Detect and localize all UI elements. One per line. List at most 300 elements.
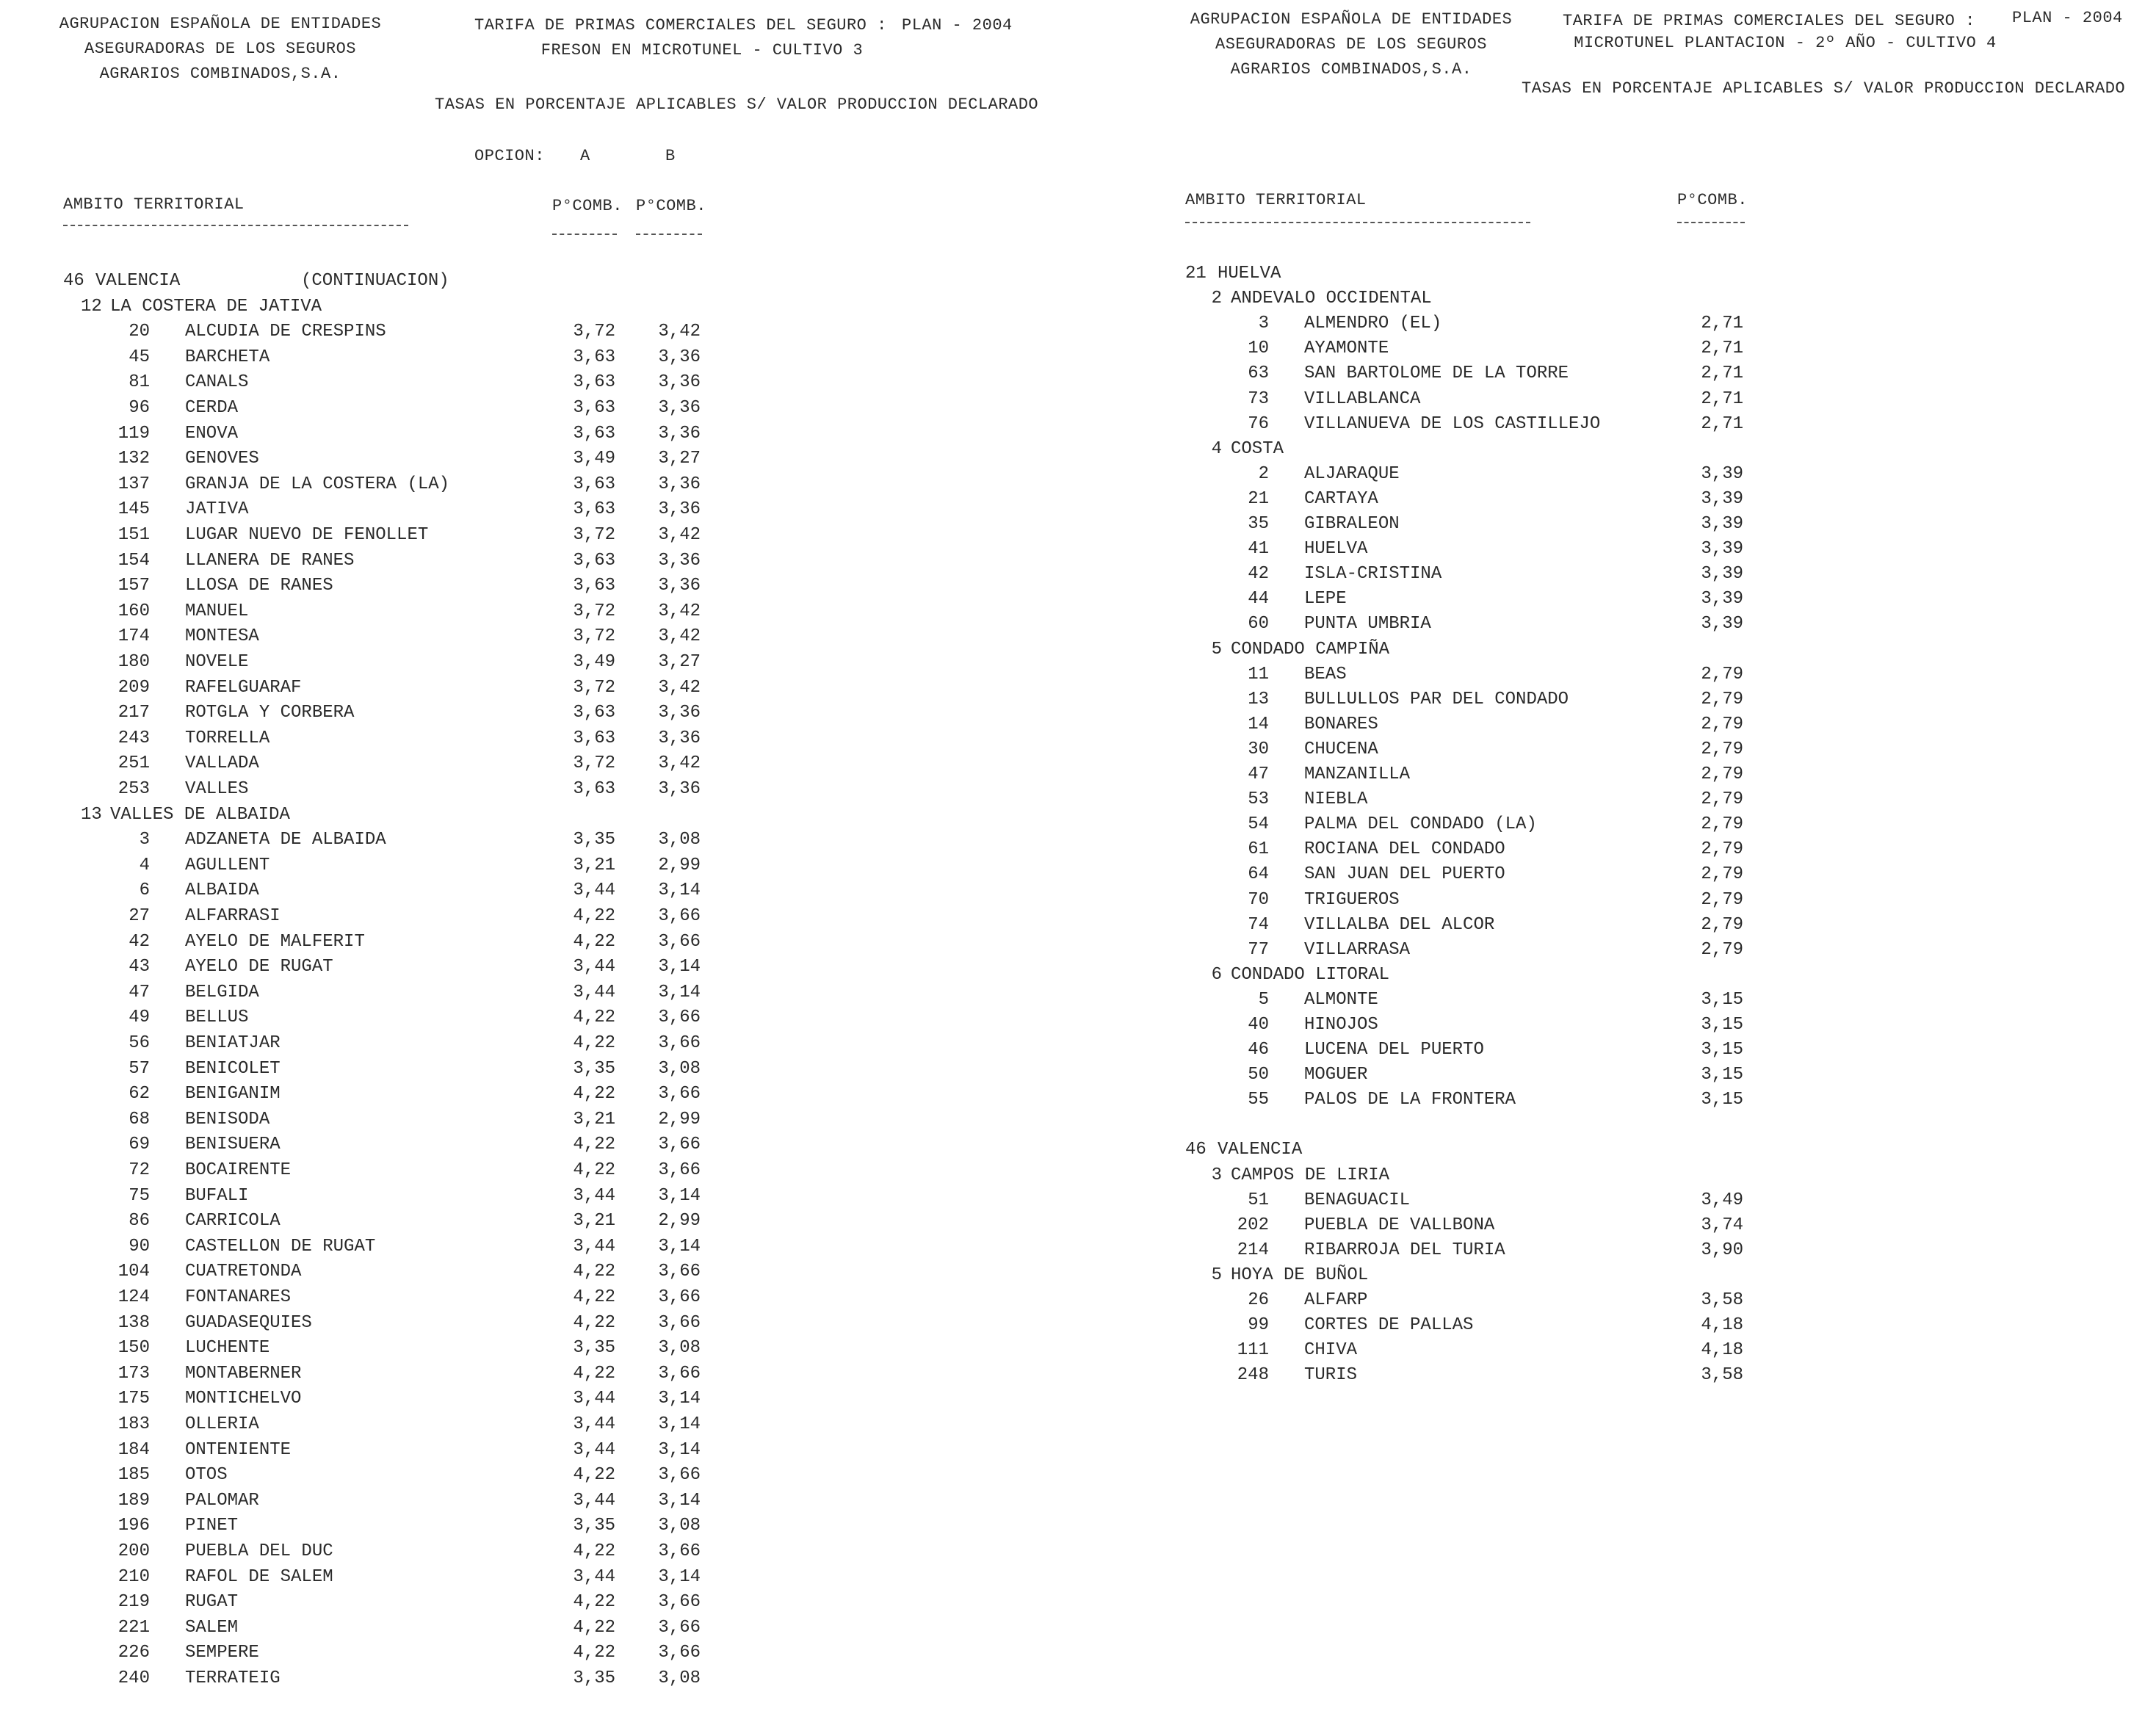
municipality-name: MONTABERNER [185,1363,302,1384]
comarca-code: 13 [81,804,102,825]
column-divider-a [552,234,617,235]
table-row [1131,412,2156,437]
municipality-code: 96 [129,398,150,418]
table-row [0,751,1079,776]
rate-option-b: 3,14 [658,1490,701,1511]
municipality-name: SEMPERE [185,1643,259,1663]
municipality-name: BELGIDA [185,982,259,1002]
rate-option-a: 3,63 [573,779,615,799]
rate-option-b: 3,36 [658,728,701,748]
municipality-code: 253 [117,779,150,799]
municipality-code: 77 [1248,939,1269,960]
rate-option-a: 3,39 [1701,514,1743,534]
table-row [0,1311,1079,1336]
municipality-code: 251 [117,753,150,774]
option-a: A [580,147,590,165]
column-header-b: P°COMB. [636,197,706,215]
table-row [0,1565,1079,1590]
table-row [0,396,1079,421]
municipality-code: 20 [129,322,150,342]
column-header-ambito: AMBITO TERRITORIAL [1185,191,1367,209]
rate-option-a: 3,39 [1701,539,1743,560]
municipality-name: BULLULLOS PAR DEL CONDADO [1304,689,1569,709]
table-row [1131,462,2156,487]
table-row [1131,862,2156,887]
table-row [1131,1088,2156,1113]
rate-option-b: 3,27 [658,449,701,469]
rate-option-b: 3,42 [658,626,701,647]
municipality-code: 3 [1258,314,1269,334]
municipality-name: PUNTA UMBRIA [1304,614,1431,634]
comarca-name: COSTA [1231,438,1284,459]
rate-option-a: 3,44 [573,1490,615,1511]
municipality-code: 226 [117,1643,150,1663]
municipality-code: 196 [117,1516,150,1536]
municipality-code: 119 [117,423,150,444]
municipality-code: 60 [1248,614,1269,634]
option-b: B [665,147,676,165]
municipality-name: CANALS [185,372,249,393]
rate-option-a: 3,21 [573,1211,615,1232]
comarca-code: 5 [1211,639,1222,659]
rate-option-a: 2,79 [1701,864,1743,885]
rate-option-a: 3,35 [573,1338,615,1359]
table-row [1131,1238,2156,1263]
comarca-row [1131,963,2156,988]
rate-option-a: 2,79 [1701,764,1743,784]
column-header-a: P°COMB. [552,197,623,215]
table-row [1131,1288,2156,1313]
municipality-code: 64 [1248,864,1269,885]
rate-option-a: 2,79 [1701,689,1743,709]
municipality-code: 44 [1248,589,1269,610]
municipality-code: 14 [1248,714,1269,734]
municipality-name: VILLABLANCA [1304,388,1421,409]
org-line-2: ASEGURADORAS DE LOS SEGUROS [1215,35,1487,54]
municipality-name: CHIVA [1304,1340,1358,1361]
table-row [1131,387,2156,412]
municipality-name: BELLUS [185,1008,249,1028]
province-name: VALENCIA [1218,1140,1303,1160]
municipality-code: 248 [1237,1365,1269,1386]
municipality-code: 51 [1248,1190,1269,1210]
table-row [1131,737,2156,762]
municipality-code: 150 [117,1338,150,1359]
rate-option-a: 2,79 [1701,789,1743,810]
table-row [0,1005,1079,1030]
municipality-code: 99 [1248,1315,1269,1336]
rate-option-b: 3,08 [658,1338,701,1359]
municipality-name: PINET [185,1516,239,1536]
municipality-name: BEAS [1304,664,1347,684]
municipality-code: 41 [1248,539,1269,560]
municipality-code: 202 [1237,1215,1269,1235]
province-code: 21 [1185,264,1207,283]
province-name: HUELVA [1218,264,1281,283]
rate-option-a: 3,21 [573,1109,615,1129]
rate-option-a: 4,22 [573,1135,615,1155]
municipality-code: 56 [129,1033,150,1053]
municipality-code: 180 [117,652,150,672]
municipality-name: ENOVA [185,423,239,444]
rate-option-b: 3,66 [658,906,701,926]
municipality-name: SAN JUAN DEL PUERTO [1304,864,1505,885]
rates-note: TASAS EN PORCENTAJE APLICABLES S/ VALOR PRODUCCION DECLARADO [1522,79,2126,98]
municipality-code: 209 [117,677,150,698]
column-divider-b [636,234,702,235]
municipality-code: 132 [117,449,150,469]
municipality-name: BOCAIRENTE [185,1160,292,1180]
municipality-name: PUEBLA DEL DUC [185,1541,333,1561]
column-header-ambito: AMBITO TERRITORIAL [63,195,245,214]
table-row [1131,512,2156,537]
municipality-name: CORTES DE PALLAS [1304,1315,1474,1336]
municipality-name: TORRELLA [185,728,270,748]
rate-option-a: 4,22 [573,1033,615,1053]
comarca-code: 5 [1211,1265,1222,1285]
comarca-row [1131,1263,2156,1288]
municipality-name: VILLALBA DEL ALCOR [1304,914,1495,935]
municipality-code: 174 [117,626,150,647]
rate-option-a: 3,72 [573,677,615,698]
crop-title: MICROTUNEL PLANTACION - 2º AÑO - CULTIVO 4 [1574,34,1997,52]
municipality-code: 42 [1248,564,1269,585]
province-row [1131,261,2156,286]
municipality-code: 151 [117,525,150,545]
table-row [0,1234,1079,1259]
table-row [0,1336,1079,1361]
table-row [0,1362,1079,1386]
table-row [1131,812,2156,837]
municipality-code: 61 [1248,839,1269,860]
rate-option-a: 3,35 [573,1516,615,1536]
table-row [0,828,1079,853]
rate-option-b: 3,66 [658,1617,701,1638]
municipality-code: 49 [129,1008,150,1028]
rate-option-a: 3,58 [1701,1290,1743,1310]
comarca-row [1131,437,2156,462]
municipality-name: RIBARROJA DEL TURIA [1304,1240,1505,1260]
rate-option-b: 3,36 [658,474,701,494]
municipality-name: ROTGLA Y CORBERA [185,703,355,723]
municipality-code: 21 [1248,488,1269,509]
table-row [1131,1038,2156,1063]
municipality-name: ALBAIDA [185,880,259,901]
municipality-name: PALOMAR [185,1490,259,1511]
municipality-name: OLLERIA [185,1414,259,1434]
rate-option-a: 2,79 [1701,714,1743,734]
rate-option-b: 3,66 [658,1541,701,1561]
municipality-name: SAN BARTOLOME DE LA TORRE [1304,364,1569,384]
municipality-code: 70 [1248,889,1269,910]
rate-option-b: 3,14 [658,1236,701,1256]
province-name: VALENCIA [95,271,181,291]
municipality-name: RAFELGUARAF [185,677,302,698]
municipality-name: BUFALI [185,1185,249,1206]
rate-option-b: 3,14 [658,1414,701,1434]
municipality-name: CASTELLON DE RUGAT [185,1236,376,1256]
municipality-name: CARRICOLA [185,1211,281,1232]
rate-option-a: 4,22 [573,1084,615,1104]
rate-option-a: 3,39 [1701,463,1743,484]
table-row [1131,562,2156,587]
table-row [0,1463,1079,1488]
municipality-code: 46 [1248,1040,1269,1060]
table-row [0,1489,1079,1514]
municipality-name: AYELO DE MALFERIT [185,931,365,952]
org-line-3: AGRARIOS COMBINADOS,S.A. [1230,60,1472,79]
municipality-name: MONTESA [185,626,259,647]
table-row [0,1616,1079,1641]
rate-option-a: 2,79 [1701,914,1743,935]
table-row [0,878,1079,903]
rate-option-b: 3,08 [658,1058,701,1079]
municipality-code: 75 [129,1185,150,1206]
comarca-code: 3 [1211,1165,1222,1185]
municipality-code: 55 [1248,1090,1269,1110]
municipality-name: ISLA-CRISTINA [1304,564,1442,585]
org-line-1: AGRUPACION ESPAÑOLA DE ENTIDADES [59,15,382,33]
rate-option-b: 3,08 [658,830,701,850]
municipality-code: 74 [1248,914,1269,935]
comarca-name: ANDEVALO OCCIDENTAL [1231,289,1432,309]
province-row [1131,1138,2156,1162]
municipality-name: CUATRETONDA [185,1262,302,1282]
header-divider [63,225,408,226]
comarca-name: CONDADO CAMPIÑA [1231,639,1390,659]
rate-option-b: 3,27 [658,652,701,672]
table-row [0,930,1079,955]
municipality-code: 2 [1258,463,1269,484]
municipality-name: ALFARP [1304,1290,1368,1310]
tariff-title: TARIFA DE PRIMAS COMERCIALES DEL SEGURO : [1563,12,1975,30]
table-row [0,1082,1079,1107]
table-row [0,446,1079,471]
municipality-code: 69 [129,1135,150,1155]
table-row [1131,1013,2156,1038]
municipality-code: 43 [129,957,150,977]
table-row [1131,311,2156,336]
municipality-code: 124 [117,1287,150,1307]
rate-option-a: 4,22 [573,1363,615,1384]
rate-option-b: 3,66 [658,1643,701,1663]
rate-option-b: 3,42 [658,753,701,774]
municipality-name: HUELVA [1304,539,1368,560]
province-code: 46 [1185,1140,1207,1160]
rate-option-a: 3,44 [573,1439,615,1460]
rate-option-a: 3,63 [573,372,615,393]
table-row [0,472,1079,497]
rate-option-b: 3,14 [658,982,701,1002]
table-row [1131,336,2156,361]
municipality-name: HINOJOS [1304,1015,1378,1035]
rate-option-a: 3,63 [573,474,615,494]
municipality-code: 73 [1248,388,1269,409]
rate-option-b: 3,36 [658,550,701,571]
municipality-code: 219 [117,1592,150,1613]
comarca-name: VALLES DE ALBAIDA [110,804,290,825]
table-row [1131,1338,2156,1363]
municipality-name: MONTICHELVO [185,1389,302,1409]
municipality-name: AYELO DE RUGAT [185,957,333,977]
municipality-code: 81 [129,372,150,393]
org-line-3: AGRARIOS COMBINADOS,S.A. [99,65,341,83]
table-row [0,1184,1079,1209]
rate-option-b: 3,66 [658,1312,701,1333]
municipality-code: 240 [117,1668,150,1688]
rate-option-a: 3,15 [1701,1015,1743,1035]
municipality-name: BENISODA [185,1109,270,1129]
rate-option-a: 3,39 [1701,589,1743,610]
rate-option-a: 4,22 [573,1262,615,1282]
table-row [1131,537,2156,562]
municipality-code: 145 [117,499,150,520]
rate-option-a: 4,22 [573,1465,615,1486]
municipality-code: 27 [129,906,150,926]
table-row [1131,1063,2156,1088]
table-row [0,1666,1079,1691]
rate-option-a: 3,74 [1701,1215,1743,1235]
rate-option-a: 2,79 [1701,939,1743,960]
rate-option-b: 3,14 [658,1439,701,1460]
rate-option-a: 3,49 [573,652,615,672]
crop-title: FRESON EN MICROTUNEL - CULTIVO 3 [540,41,864,59]
municipality-name: BENAGUACIL [1304,1190,1411,1210]
municipality-code: 217 [117,703,150,723]
municipality-code: 63 [1248,364,1269,384]
rate-option-b: 3,08 [658,1516,701,1536]
column-header-a: P°COMB. [1677,191,1748,209]
municipality-code: 53 [1248,789,1269,810]
municipality-name: LEPE [1304,589,1347,610]
municipality-name: AYAMONTE [1304,339,1389,359]
rate-option-a: 3,72 [573,626,615,647]
municipality-name: FONTANARES [185,1287,292,1307]
municipality-code: 183 [117,1414,150,1434]
table-row [0,1412,1079,1437]
municipality-code: 175 [117,1389,150,1409]
rate-option-b: 3,36 [658,779,701,799]
table-row [0,853,1079,878]
rate-option-a: 4,22 [573,1312,615,1333]
table-row [0,1209,1079,1234]
table-row [0,955,1079,980]
table-row [1131,837,2156,862]
table-row [1131,913,2156,938]
comarca-row [1131,1163,2156,1188]
table-row [0,1132,1079,1157]
municipality-name: BARCHETA [185,347,270,367]
rate-option-a: 4,22 [573,931,615,952]
rate-option-a: 3,72 [573,525,615,545]
municipality-name: ALJARAQUE [1304,463,1400,484]
rate-option-b: 3,08 [658,1668,701,1688]
municipality-name: GIBRALEON [1304,514,1400,534]
municipality-code: 47 [1248,764,1269,784]
rate-option-a: 3,15 [1701,1090,1743,1110]
municipality-code: 138 [117,1312,150,1333]
municipality-name: PALOS DE LA FRONTERA [1304,1090,1516,1110]
rate-option-b: 3,66 [658,1363,701,1384]
table-row [0,980,1079,1005]
rate-option-b: 3,42 [658,601,701,621]
table-row [0,676,1079,701]
province-code: 46 [63,271,84,291]
municipality-name: ADZANETA DE ALBAIDA [185,830,386,850]
municipality-name: LUCHENTE [185,1338,270,1359]
rate-option-b: 3,14 [658,1566,701,1587]
municipality-code: 189 [117,1490,150,1511]
rate-option-a: 2,71 [1701,364,1743,384]
comarca-code: 12 [81,296,102,317]
municipality-code: 40 [1248,1015,1269,1035]
rate-option-a: 3,72 [573,601,615,621]
rate-option-a: 3,49 [1701,1190,1743,1210]
municipality-name: ROCIANA DEL CONDADO [1304,839,1505,860]
rate-option-a: 2,79 [1701,889,1743,910]
municipality-code: 42 [129,931,150,952]
rate-option-b: 3,14 [658,957,701,977]
municipality-name: NIEBLA [1304,789,1368,810]
municipality-code: 173 [117,1363,150,1384]
municipality-code: 86 [129,1211,150,1232]
municipality-code: 90 [129,1236,150,1256]
plan-label: PLAN - 2004 [902,16,1013,35]
rate-option-a: 4,22 [573,906,615,926]
rate-option-a: 3,44 [573,957,615,977]
comarca-name: HOYA DE BUÑOL [1231,1265,1369,1285]
rate-option-b: 3,66 [658,931,701,952]
rate-option-b: 3,66 [658,1033,701,1053]
municipality-code: 30 [1248,739,1269,759]
municipality-code: 210 [117,1566,150,1587]
rate-option-b: 3,36 [658,372,701,393]
rate-option-a: 3,35 [573,1058,615,1079]
rate-option-b: 2,99 [658,1211,701,1232]
rate-option-a: 3,63 [573,550,615,571]
table-row [0,624,1079,649]
municipality-code: 10 [1248,339,1269,359]
rate-option-a: 3,21 [573,855,615,875]
municipality-code: 184 [117,1439,150,1460]
municipality-name: ONTENIENTE [185,1439,292,1460]
rate-option-a: 4,18 [1701,1340,1743,1361]
municipality-name: CARTAYA [1304,488,1378,509]
tariff-title: TARIFA DE PRIMAS COMERCIALES DEL SEGURO : [474,16,887,35]
municipality-code: 68 [129,1109,150,1129]
comarca-row [1131,286,2156,311]
comarca-code: 6 [1211,964,1222,985]
org-line-1: AGRUPACION ESPAÑOLA DE ENTIDADES [1190,10,1513,29]
municipality-code: 3 [139,830,150,850]
municipality-code: 154 [117,550,150,571]
table-row [0,726,1079,751]
rate-option-a: 2,71 [1701,388,1743,409]
rate-option-b: 3,66 [658,1465,701,1486]
rate-option-a: 3,44 [573,1414,615,1434]
rate-option-a: 3,63 [573,423,615,444]
table-row [0,422,1079,446]
table-row [1131,1213,2156,1238]
rate-option-b: 3,14 [658,1389,701,1409]
rate-option-b: 3,66 [658,1592,701,1613]
table-row [1131,888,2156,913]
municipality-code: 76 [1248,413,1269,434]
table-row [0,574,1079,599]
table-row [0,701,1079,726]
table-row [0,1031,1079,1056]
rate-option-a: 3,35 [573,1668,615,1688]
